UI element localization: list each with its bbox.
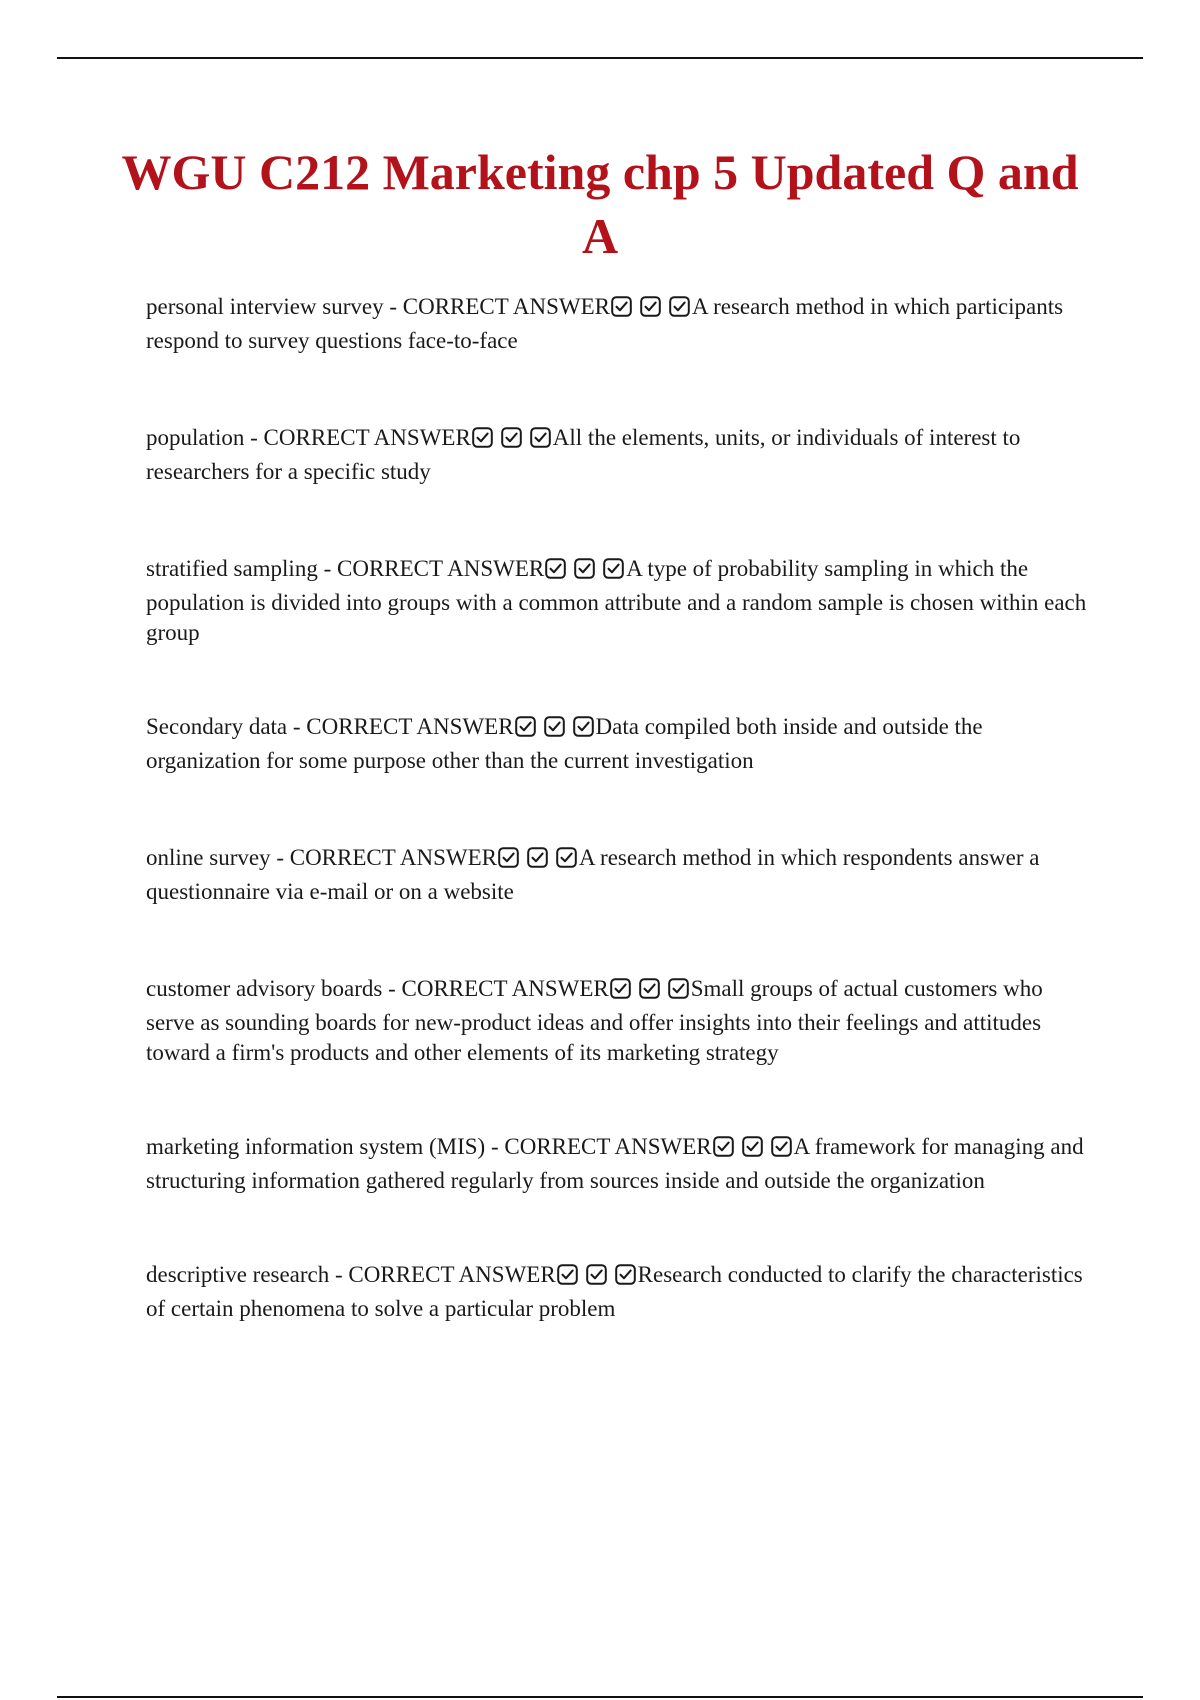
checkbox-checked-icon xyxy=(498,847,519,868)
qa-term: marketing information system (MIS) xyxy=(146,1134,486,1159)
qa-term: online survey xyxy=(146,845,271,870)
qa-term: descriptive research xyxy=(146,1262,330,1287)
checkbox-checked-icon xyxy=(586,1264,607,1285)
check-icon-group xyxy=(498,847,578,877)
qa-term: population xyxy=(146,425,245,450)
qa-definition: A research method in which participants respond to survey questions face-to-face xyxy=(146,294,1064,353)
qa-term: customer advisory boards xyxy=(146,976,383,1001)
checkbox-checked-icon xyxy=(573,716,594,737)
check-icon-group xyxy=(515,716,595,746)
document-title: WGU C212 Marketing chp 5 Updated Q and A xyxy=(121,144,1079,264)
qa-definition: Data compiled both inside and outside the organization for some purpose other than the current investigation xyxy=(146,714,983,773)
qa-definition: Research conducted to clarify the characteristics of certain phenomena to solve a particular problem xyxy=(146,1262,1083,1321)
qa-definition: A framework for managing and structuring information gathered regularly from sources inside and outside the organization xyxy=(146,1134,1084,1193)
checkbox-checked-icon xyxy=(669,296,690,317)
check-icon-group xyxy=(472,427,552,457)
checkbox-checked-icon xyxy=(545,558,566,579)
checkbox-checked-icon xyxy=(713,1136,734,1157)
qa-definition: A research method in which respondents answer a questionnaire via e-mail or on a website xyxy=(146,845,1040,904)
checkbox-checked-icon xyxy=(544,716,565,737)
checkbox-checked-icon xyxy=(472,427,493,448)
answer-marker: - CORRECT ANSWER xyxy=(389,294,610,319)
checkbox-checked-icon xyxy=(515,716,536,737)
check-icon-group xyxy=(610,978,690,1008)
qa-definition: Small groups of actual customers who serve as sounding boards for new-product ideas and offer insights into their feelings and attitudes toward a firm's products and other elements of its marketing strategy xyxy=(146,976,1043,1065)
check-icon-group xyxy=(557,1264,637,1294)
checkbox-checked-icon xyxy=(610,978,631,999)
qa-definition: A type of probability sampling in which the population is divided into groups with a common attribute and a random sample is chosen within each group xyxy=(146,556,1087,645)
qa-item xyxy=(146,423,1091,487)
answer-marker: - CORRECT ANSWER xyxy=(490,1134,712,1159)
checkbox-checked-icon xyxy=(530,427,551,448)
qa-item xyxy=(146,1132,1091,1196)
checkbox-checked-icon xyxy=(611,296,632,317)
qa-item xyxy=(146,712,1091,776)
qa-item xyxy=(146,292,1091,356)
check-icon-group xyxy=(545,558,625,588)
answer-marker: - CORRECT ANSWER xyxy=(250,425,471,450)
checkbox-checked-icon xyxy=(527,847,548,868)
qa-item xyxy=(146,974,1091,1068)
qa-definition: All the elements, units, or individuals of interest to researchers for a specific study xyxy=(146,425,1021,484)
answer-marker: - CORRECT ANSWER xyxy=(292,714,514,739)
qa-term: stratified sampling xyxy=(146,556,318,581)
checkbox-checked-icon xyxy=(640,296,661,317)
answer-marker: - CORRECT ANSWER xyxy=(335,1262,556,1287)
qa-item xyxy=(146,554,1091,648)
qa-term: Secondary data xyxy=(146,714,288,739)
checkbox-checked-icon xyxy=(668,978,689,999)
bottom-rule xyxy=(57,1696,1143,1698)
qa-item xyxy=(146,1260,1091,1324)
qa-item xyxy=(146,843,1091,907)
check-icon-group xyxy=(713,1136,793,1166)
checkbox-checked-icon xyxy=(574,558,595,579)
qa-term: personal interview survey xyxy=(146,294,384,319)
answer-marker: - CORRECT ANSWER xyxy=(276,845,497,870)
checkbox-checked-icon xyxy=(556,847,577,868)
checkbox-checked-icon xyxy=(615,1264,636,1285)
answer-marker: - CORRECT ANSWER xyxy=(388,976,609,1001)
checkbox-checked-icon xyxy=(742,1136,763,1157)
top-rule xyxy=(57,57,1143,59)
checkbox-checked-icon xyxy=(603,558,624,579)
checkbox-checked-icon xyxy=(557,1264,578,1285)
qa-list xyxy=(146,292,1091,1324)
checkbox-checked-icon xyxy=(771,1136,792,1157)
checkbox-checked-icon xyxy=(639,978,660,999)
checkbox-checked-icon xyxy=(501,427,522,448)
check-icon-group xyxy=(611,296,691,326)
answer-marker: - CORRECT ANSWER xyxy=(323,556,545,581)
